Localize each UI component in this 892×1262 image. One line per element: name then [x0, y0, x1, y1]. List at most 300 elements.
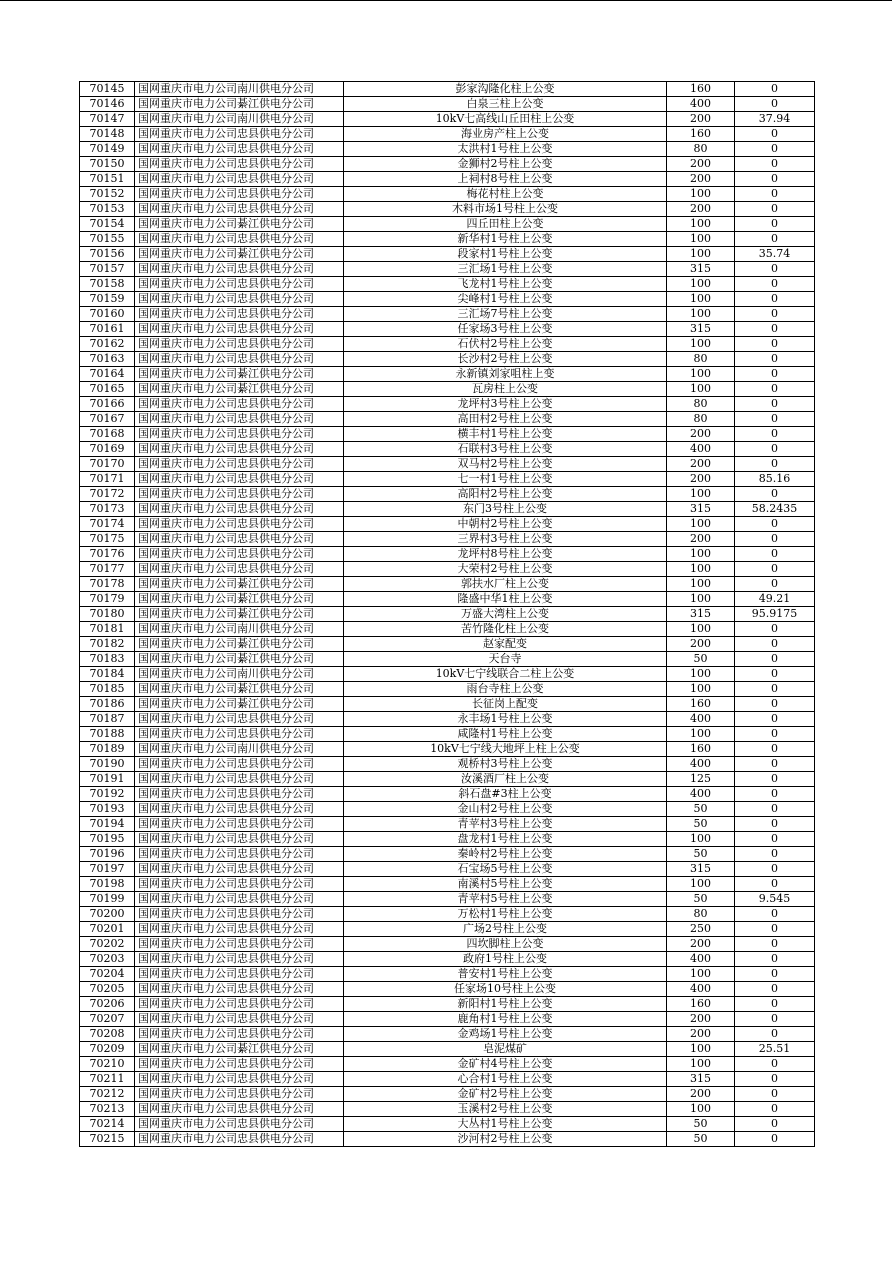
company-cell: 国网重庆市电力公司忠县供电分公司 [135, 562, 344, 577]
transformer-name-cell: 中朝村2号柱上公变 [344, 517, 667, 532]
capacity-cell: 100 [667, 517, 735, 532]
row-id-cell: 70153 [80, 202, 135, 217]
table-row [80, 82, 815, 97]
table-row [80, 532, 815, 547]
value-cell: 0 [735, 352, 815, 367]
transformer-name-cell: 长沙村2号柱上公变 [344, 352, 667, 367]
row-id-cell: 70168 [80, 427, 135, 442]
row-id-cell: 70208 [80, 1027, 135, 1042]
value-cell: 0 [735, 1087, 815, 1102]
table-row [80, 277, 815, 292]
value-cell: 37.94 [735, 112, 815, 127]
table-row [80, 157, 815, 172]
row-id-cell: 70186 [80, 697, 135, 712]
capacity-cell: 315 [667, 502, 735, 517]
transformer-name-cell: 任家场3号柱上公变 [344, 322, 667, 337]
row-id-cell: 70175 [80, 532, 135, 547]
table-row [80, 382, 815, 397]
capacity-cell: 80 [667, 397, 735, 412]
value-cell: 0 [735, 397, 815, 412]
transformer-name-cell: 大丛村1号柱上公变 [344, 1117, 667, 1132]
value-cell: 0 [735, 517, 815, 532]
transformer-name-cell: 皂泥煤矿 [344, 1042, 667, 1057]
capacity-cell: 400 [667, 712, 735, 727]
value-cell: 0 [735, 532, 815, 547]
value-cell: 0 [735, 652, 815, 667]
value-cell: 0 [735, 877, 815, 892]
company-cell: 国网重庆市电力公司忠县供电分公司 [135, 517, 344, 532]
transformer-name-cell: 雨台寺柱上公变 [344, 682, 667, 697]
row-id-cell: 70209 [80, 1042, 135, 1057]
company-cell: 国网重庆市电力公司忠县供电分公司 [135, 187, 344, 202]
transformer-name-cell: 普安村1号柱上公变 [344, 967, 667, 982]
company-cell: 国网重庆市电力公司忠县供电分公司 [135, 832, 344, 847]
transformer-name-cell: 10kV七高线山丘田柱上公变 [344, 112, 667, 127]
transformer-name-cell: 双马村2号柱上公变 [344, 457, 667, 472]
company-cell: 国网重庆市电力公司忠县供电分公司 [135, 307, 344, 322]
transformer-name-cell: 观桥村3号柱上公变 [344, 757, 667, 772]
row-id-cell: 70149 [80, 142, 135, 157]
row-id-cell: 70184 [80, 667, 135, 682]
row-id-cell: 70191 [80, 772, 135, 787]
table-row [80, 562, 815, 577]
company-cell: 国网重庆市电力公司忠县供电分公司 [135, 292, 344, 307]
company-cell: 国网重庆市电力公司忠县供电分公司 [135, 712, 344, 727]
company-cell: 国网重庆市电力公司綦江供电分公司 [135, 682, 344, 697]
company-cell: 国网重庆市电力公司綦江供电分公司 [135, 637, 344, 652]
value-cell: 0 [735, 787, 815, 802]
value-cell: 0 [735, 262, 815, 277]
company-cell: 国网重庆市电力公司忠县供电分公司 [135, 172, 344, 187]
transformer-name-cell: 高阳村2号柱上公变 [344, 487, 667, 502]
transformer-name-cell: 太洪村1号柱上公变 [344, 142, 667, 157]
capacity-cell: 100 [667, 232, 735, 247]
transformer-name-cell: 永新镇刘家咀柱上变 [344, 367, 667, 382]
transformer-name-cell: 10kV七宁线联合二柱上公变 [344, 667, 667, 682]
table-row [80, 457, 815, 472]
table-row [80, 232, 815, 247]
table-row [80, 127, 815, 142]
company-cell: 国网重庆市电力公司忠县供电分公司 [135, 1102, 344, 1117]
transformer-name-cell: 玉溪村2号柱上公变 [344, 1102, 667, 1117]
table-row [80, 97, 815, 112]
row-id-cell: 70201 [80, 922, 135, 937]
company-cell: 国网重庆市电力公司忠县供电分公司 [135, 952, 344, 967]
capacity-cell: 100 [667, 187, 735, 202]
company-cell: 国网重庆市电力公司忠县供电分公司 [135, 757, 344, 772]
transformer-name-cell: 龙坪村3号柱上公变 [344, 397, 667, 412]
table-row [80, 142, 815, 157]
transformer-name-cell: 段家村1号柱上公变 [344, 247, 667, 262]
value-cell: 0 [735, 1027, 815, 1042]
transformer-name-cell: 心合村1号柱上公变 [344, 1072, 667, 1087]
capacity-cell: 315 [667, 262, 735, 277]
capacity-cell: 100 [667, 547, 735, 562]
table-row [80, 112, 815, 127]
table-row [80, 712, 815, 727]
transformer-name-cell: 金矿村4号柱上公变 [344, 1057, 667, 1072]
capacity-cell: 200 [667, 112, 735, 127]
value-cell: 0 [735, 307, 815, 322]
company-cell: 国网重庆市电力公司忠县供电分公司 [135, 157, 344, 172]
table-row [80, 1027, 815, 1042]
company-cell: 国网重庆市电力公司綦江供电分公司 [135, 577, 344, 592]
transformer-name-cell: 龙坪村8号柱上公变 [344, 547, 667, 562]
value-cell: 9.545 [735, 892, 815, 907]
table-row [80, 862, 815, 877]
transformer-name-cell: 金山村2号柱上公变 [344, 802, 667, 817]
table-row [80, 817, 815, 832]
row-id-cell: 70181 [80, 622, 135, 637]
table-row [80, 322, 815, 337]
table-row [80, 937, 815, 952]
company-cell: 国网重庆市电力公司綦江供电分公司 [135, 217, 344, 232]
capacity-cell: 100 [667, 967, 735, 982]
capacity-cell: 200 [667, 157, 735, 172]
company-cell: 国网重庆市电力公司忠县供电分公司 [135, 1072, 344, 1087]
value-cell: 0 [735, 937, 815, 952]
value-cell: 0 [735, 637, 815, 652]
transformer-name-cell: 郭扶水厂柱上公变 [344, 577, 667, 592]
table-row [80, 202, 815, 217]
company-cell: 国网重庆市电力公司綦江供电分公司 [135, 1042, 344, 1057]
value-cell: 0 [735, 232, 815, 247]
company-cell: 国网重庆市电力公司綦江供电分公司 [135, 592, 344, 607]
company-cell: 国网重庆市电力公司南川供电分公司 [135, 667, 344, 682]
capacity-cell: 100 [667, 487, 735, 502]
value-cell: 0 [735, 952, 815, 967]
row-id-cell: 70207 [80, 1012, 135, 1027]
company-cell: 国网重庆市电力公司綦江供电分公司 [135, 367, 344, 382]
capacity-cell: 400 [667, 952, 735, 967]
capacity-cell: 100 [667, 337, 735, 352]
value-cell: 95.9175 [735, 607, 815, 622]
value-cell: 0 [735, 547, 815, 562]
capacity-cell: 315 [667, 607, 735, 622]
capacity-cell: 100 [667, 1102, 735, 1117]
transformer-name-cell: 白泉三柱上公变 [344, 97, 667, 112]
table-row [80, 487, 815, 502]
value-cell: 0 [735, 382, 815, 397]
capacity-cell: 80 [667, 352, 735, 367]
transformer-name-cell: 三汇场1号柱上公变 [344, 262, 667, 277]
capacity-cell: 50 [667, 652, 735, 667]
company-cell: 国网重庆市电力公司忠县供电分公司 [135, 1087, 344, 1102]
row-id-cell: 70167 [80, 412, 135, 427]
capacity-cell: 100 [667, 292, 735, 307]
capacity-cell: 50 [667, 847, 735, 862]
value-cell: 0 [735, 1072, 815, 1087]
row-id-cell: 70160 [80, 307, 135, 322]
capacity-cell: 100 [667, 877, 735, 892]
company-cell: 国网重庆市电力公司忠县供电分公司 [135, 532, 344, 547]
value-cell: 49.21 [735, 592, 815, 607]
transformer-name-cell: 东门3号柱上公变 [344, 502, 667, 517]
table-row [80, 367, 815, 382]
capacity-cell: 200 [667, 202, 735, 217]
company-cell: 国网重庆市电力公司忠县供电分公司 [135, 502, 344, 517]
row-id-cell: 70172 [80, 487, 135, 502]
value-cell: 0 [735, 712, 815, 727]
row-id-cell: 70211 [80, 1072, 135, 1087]
transformer-name-cell: 汝溪酒厂柱上公变 [344, 772, 667, 787]
row-id-cell: 70198 [80, 877, 135, 892]
capacity-cell: 200 [667, 457, 735, 472]
table-row [80, 952, 815, 967]
capacity-cell: 100 [667, 382, 735, 397]
row-id-cell: 70185 [80, 682, 135, 697]
value-cell: 0 [735, 97, 815, 112]
value-cell: 0 [735, 757, 815, 772]
company-cell: 国网重庆市电力公司忠县供电分公司 [135, 817, 344, 832]
table-row [80, 577, 815, 592]
table-row [80, 307, 815, 322]
value-cell: 0 [735, 142, 815, 157]
value-cell: 0 [735, 667, 815, 682]
company-cell: 国网重庆市电力公司南川供电分公司 [135, 82, 344, 97]
company-cell: 国网重庆市电力公司忠县供电分公司 [135, 472, 344, 487]
value-cell: 0 [735, 967, 815, 982]
capacity-cell: 80 [667, 412, 735, 427]
row-id-cell: 70192 [80, 787, 135, 802]
capacity-cell: 200 [667, 1027, 735, 1042]
capacity-cell: 400 [667, 97, 735, 112]
table-body [80, 82, 815, 1147]
row-id-cell: 70210 [80, 1057, 135, 1072]
company-cell: 国网重庆市电力公司忠县供电分公司 [135, 967, 344, 982]
value-cell: 85.16 [735, 472, 815, 487]
capacity-cell: 315 [667, 862, 735, 877]
transformer-name-cell: 新阳村1号柱上公变 [344, 997, 667, 1012]
capacity-cell: 100 [667, 682, 735, 697]
transformer-name-cell: 彭家沟隆化柱上公变 [344, 82, 667, 97]
transformer-name-cell: 上祠村8号柱上公变 [344, 172, 667, 187]
capacity-cell: 50 [667, 817, 735, 832]
transformer-name-cell: 永丰场1号柱上公变 [344, 712, 667, 727]
row-id-cell: 70213 [80, 1102, 135, 1117]
transformer-name-cell: 四丘田柱上公变 [344, 217, 667, 232]
company-cell: 国网重庆市电力公司綦江供电分公司 [135, 247, 344, 262]
table-row [80, 907, 815, 922]
table-row [80, 547, 815, 562]
value-cell: 35.74 [735, 247, 815, 262]
transformer-name-cell: 10kV七宁线大地坪上柱上公变 [344, 742, 667, 757]
value-cell: 0 [735, 982, 815, 997]
value-cell: 0 [735, 277, 815, 292]
table-row [80, 637, 815, 652]
value-cell: 25.51 [735, 1042, 815, 1057]
table-row [80, 592, 815, 607]
company-cell: 国网重庆市电力公司忠县供电分公司 [135, 787, 344, 802]
capacity-cell: 315 [667, 1072, 735, 1087]
capacity-cell: 50 [667, 1132, 735, 1147]
row-id-cell: 70182 [80, 637, 135, 652]
transformer-name-cell: 梅花村柱上公变 [344, 187, 667, 202]
row-id-cell: 70171 [80, 472, 135, 487]
transformer-name-cell: 三汇场7号柱上公变 [344, 307, 667, 322]
company-cell: 国网重庆市电力公司忠县供电分公司 [135, 1117, 344, 1132]
transformer-name-cell: 海业房产柱上公变 [344, 127, 667, 142]
value-cell: 0 [735, 127, 815, 142]
capacity-cell: 100 [667, 307, 735, 322]
transformer-name-cell: 咸隆村1号柱上公变 [344, 727, 667, 742]
table-row [80, 247, 815, 262]
company-cell: 国网重庆市电力公司忠县供电分公司 [135, 1132, 344, 1147]
table-row [80, 802, 815, 817]
company-cell: 国网重庆市电力公司忠县供电分公司 [135, 892, 344, 907]
row-id-cell: 70194 [80, 817, 135, 832]
capacity-cell: 200 [667, 937, 735, 952]
row-id-cell: 70164 [80, 367, 135, 382]
table-row [80, 847, 815, 862]
value-cell: 0 [735, 337, 815, 352]
company-cell: 国网重庆市电力公司忠县供电分公司 [135, 802, 344, 817]
transformer-name-cell: 政府1号柱上公变 [344, 952, 667, 967]
row-id-cell: 70183 [80, 652, 135, 667]
company-cell: 国网重庆市电力公司忠县供电分公司 [135, 997, 344, 1012]
value-cell: 0 [735, 172, 815, 187]
row-id-cell: 70152 [80, 187, 135, 202]
row-id-cell: 70215 [80, 1132, 135, 1147]
table-row [80, 772, 815, 787]
capacity-cell: 160 [667, 82, 735, 97]
company-cell: 国网重庆市电力公司忠县供电分公司 [135, 457, 344, 472]
company-cell: 国网重庆市电力公司忠县供电分公司 [135, 262, 344, 277]
row-id-cell: 70178 [80, 577, 135, 592]
row-id-cell: 70151 [80, 172, 135, 187]
transformer-name-cell: 万松村1号柱上公变 [344, 907, 667, 922]
company-cell: 国网重庆市电力公司南川供电分公司 [135, 742, 344, 757]
row-id-cell: 70147 [80, 112, 135, 127]
table-row [80, 352, 815, 367]
company-cell: 国网重庆市电力公司忠县供电分公司 [135, 232, 344, 247]
table-row [80, 1057, 815, 1072]
capacity-cell: 100 [667, 727, 735, 742]
company-cell: 国网重庆市电力公司忠县供电分公司 [135, 322, 344, 337]
transformer-name-cell: 金矿村2号柱上公变 [344, 1087, 667, 1102]
table-row [80, 172, 815, 187]
company-cell: 国网重庆市电力公司綦江供电分公司 [135, 382, 344, 397]
table-row [80, 922, 815, 937]
transformer-name-cell: 大荣村2号柱上公变 [344, 562, 667, 577]
value-cell: 0 [735, 907, 815, 922]
table-row [80, 982, 815, 997]
row-id-cell: 70145 [80, 82, 135, 97]
value-cell: 0 [735, 1012, 815, 1027]
table-row [80, 667, 815, 682]
value-cell: 0 [735, 457, 815, 472]
row-id-cell: 70188 [80, 727, 135, 742]
capacity-cell: 200 [667, 1087, 735, 1102]
table-row [80, 502, 815, 517]
capacity-cell: 100 [667, 667, 735, 682]
transformer-table [79, 81, 815, 1147]
row-id-cell: 70170 [80, 457, 135, 472]
row-id-cell: 70212 [80, 1087, 135, 1102]
value-cell: 0 [735, 847, 815, 862]
row-id-cell: 70200 [80, 907, 135, 922]
table-row [80, 397, 815, 412]
row-id-cell: 70177 [80, 562, 135, 577]
row-id-cell: 70196 [80, 847, 135, 862]
row-id-cell: 70197 [80, 862, 135, 877]
capacity-cell: 100 [667, 622, 735, 637]
capacity-cell: 100 [667, 247, 735, 262]
table-row [80, 967, 815, 982]
value-cell: 0 [735, 697, 815, 712]
value-cell: 0 [735, 82, 815, 97]
company-cell: 国网重庆市电力公司忠县供电分公司 [135, 922, 344, 937]
table-row [80, 607, 815, 622]
table-row [80, 472, 815, 487]
row-id-cell: 70155 [80, 232, 135, 247]
capacity-cell: 100 [667, 367, 735, 382]
row-id-cell: 70199 [80, 892, 135, 907]
capacity-cell: 100 [667, 562, 735, 577]
table-row [80, 442, 815, 457]
transformer-name-cell: 高田村2号柱上公变 [344, 412, 667, 427]
row-id-cell: 70173 [80, 502, 135, 517]
transformer-name-cell: 苦竹隆化柱上公变 [344, 622, 667, 637]
transformer-name-cell: 新华村1号柱上公变 [344, 232, 667, 247]
capacity-cell: 100 [667, 1042, 735, 1057]
value-cell: 0 [735, 922, 815, 937]
row-id-cell: 70190 [80, 757, 135, 772]
transformer-name-cell: 尖峰村1号柱上公变 [344, 292, 667, 307]
table-row [80, 412, 815, 427]
table-row [80, 337, 815, 352]
transformer-name-cell: 金狮村2号柱上公变 [344, 157, 667, 172]
company-cell: 国网重庆市电力公司綦江供电分公司 [135, 607, 344, 622]
row-id-cell: 70189 [80, 742, 135, 757]
value-cell: 0 [735, 772, 815, 787]
value-cell: 0 [735, 1132, 815, 1147]
capacity-cell: 200 [667, 532, 735, 547]
company-cell: 国网重庆市电力公司忠县供电分公司 [135, 907, 344, 922]
capacity-cell: 80 [667, 907, 735, 922]
transformer-name-cell: 石宝场5号柱上公变 [344, 862, 667, 877]
table-row [80, 697, 815, 712]
company-cell: 国网重庆市电力公司忠县供电分公司 [135, 1012, 344, 1027]
company-cell: 国网重庆市电力公司忠县供电分公司 [135, 1057, 344, 1072]
value-cell: 0 [735, 727, 815, 742]
row-id-cell: 70156 [80, 247, 135, 262]
capacity-cell: 160 [667, 742, 735, 757]
page-top-rule [0, 0, 892, 1]
row-id-cell: 70146 [80, 97, 135, 112]
transformer-name-cell: 长征岗上配变 [344, 697, 667, 712]
capacity-cell: 400 [667, 757, 735, 772]
company-cell: 国网重庆市电力公司忠县供电分公司 [135, 142, 344, 157]
capacity-cell: 200 [667, 427, 735, 442]
company-cell: 国网重庆市电力公司忠县供电分公司 [135, 772, 344, 787]
capacity-cell: 160 [667, 997, 735, 1012]
value-cell: 0 [735, 202, 815, 217]
value-cell: 0 [735, 802, 815, 817]
transformer-name-cell: 石伏村2号柱上公变 [344, 337, 667, 352]
company-cell: 国网重庆市电力公司忠县供电分公司 [135, 982, 344, 997]
company-cell: 国网重庆市电力公司忠县供电分公司 [135, 727, 344, 742]
table-row [80, 727, 815, 742]
table-row [80, 877, 815, 892]
value-cell: 0 [735, 367, 815, 382]
capacity-cell: 100 [667, 592, 735, 607]
capacity-cell: 100 [667, 1057, 735, 1072]
value-cell: 0 [735, 217, 815, 232]
row-id-cell: 70187 [80, 712, 135, 727]
row-id-cell: 70195 [80, 832, 135, 847]
row-id-cell: 70169 [80, 442, 135, 457]
